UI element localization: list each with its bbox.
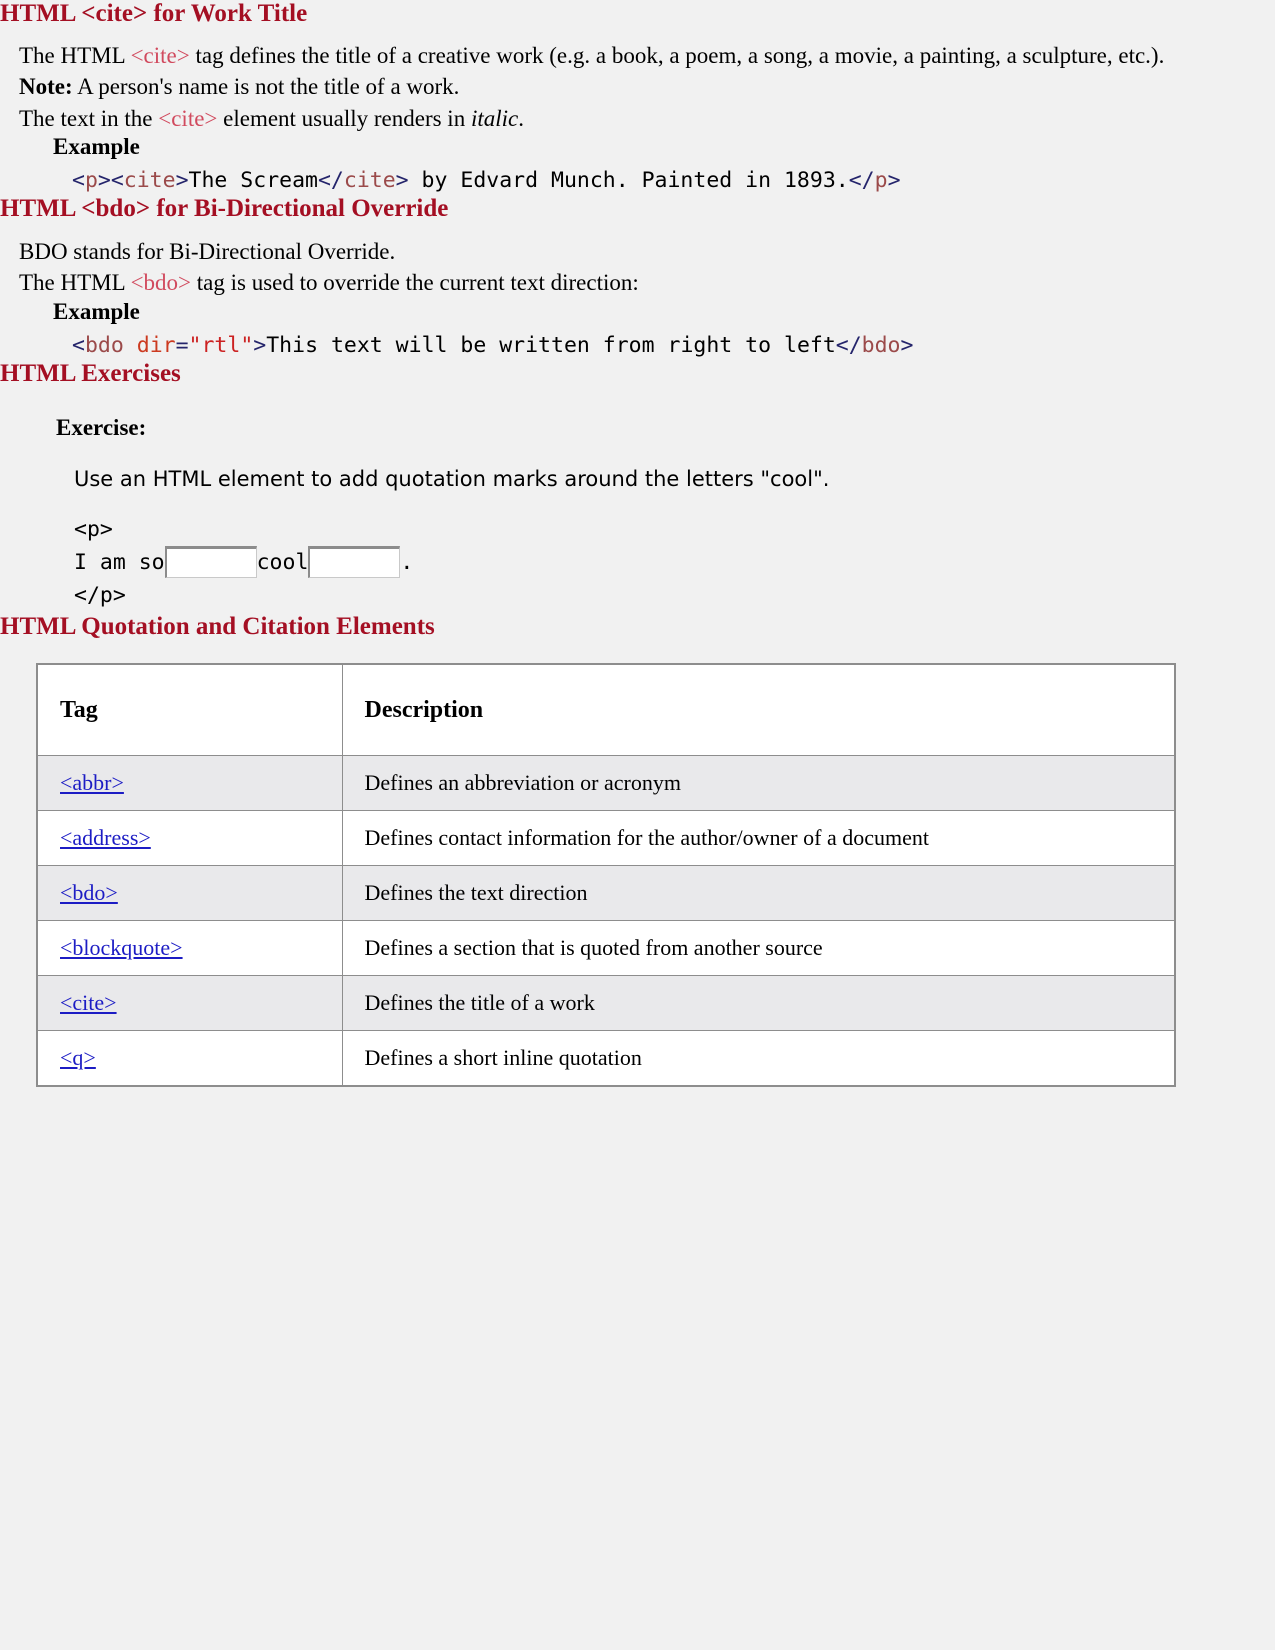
- code-equals: =: [175, 332, 189, 358]
- note-label: Note:: [19, 74, 73, 100]
- table-cell-tag: [37, 976, 342, 1031]
- reference-table-wrap: [0, 663, 1275, 1087]
- table-header-description: Description: [342, 664, 1175, 756]
- code-tagname-p-close: p: [874, 168, 888, 194]
- exercise-label: Exercise:: [56, 414, 147, 440]
- table-cell-description: Defines an abbreviation or acronym: [342, 756, 1175, 811]
- heading-quotation-citation-elements: HTML Quotation and Citation Elements: [0, 612, 435, 640]
- heading-html-bdo: [0, 195, 1275, 224]
- exercise-blank-input-1[interactable]: [165, 546, 257, 578]
- table-body: [37, 756, 1175, 1087]
- table-row: [37, 866, 1175, 921]
- exercise-fill-post: .: [400, 549, 414, 575]
- exercise-code-line-fill: [74, 546, 1275, 579]
- heading-cite-tag: <cite>: [81, 0, 148, 27]
- table-header-row: [37, 664, 1175, 756]
- code-tagname-p: p: [84, 168, 98, 194]
- code-bracket: >: [175, 168, 189, 194]
- cite-paragraph-block: [0, 40, 1275, 135]
- code-space: [124, 333, 137, 358]
- tag-link-q[interactable]: <q>: [60, 1045, 96, 1071]
- code-text-munch: by Edvard Munch. Painted in 1893.: [408, 168, 849, 194]
- code-block-cite: [0, 167, 1275, 195]
- exercise-fill-pre: I am so: [74, 549, 165, 575]
- code-tagname-cite-close: cite: [343, 168, 396, 194]
- exercise-blank-input-2[interactable]: [308, 546, 400, 578]
- cite-line3-pre: The text in the: [19, 105, 159, 131]
- cite-paragraph-line-3: [0, 103, 1275, 135]
- example-label-cite: Example: [53, 134, 140, 160]
- cite-line1-tag: <cite>: [130, 42, 190, 68]
- table-row: [37, 1031, 1175, 1087]
- code-block-bdo: [0, 332, 1275, 360]
- code-tagname-bdo-close: bdo: [861, 332, 901, 358]
- heading-bdo-tag: <bdo>: [81, 195, 151, 223]
- table-row: [37, 976, 1175, 1031]
- code-bracket: <: [72, 168, 85, 194]
- heading-html-exercises: HTML Exercises: [0, 359, 181, 387]
- code-text-rtl: This text will be written from right to left: [266, 332, 836, 358]
- table-cell-description: Defines a section that is quoted from another source: [342, 921, 1175, 976]
- heading-bdo-pre: HTML: [0, 195, 82, 223]
- table-cell-tag: [37, 921, 342, 976]
- tag-link-blockquote[interactable]: <blockquote>: [60, 935, 183, 961]
- tag-link-abbr[interactable]: <abbr>: [60, 770, 124, 796]
- cite-line1-post: tag defines the title of a creative work (e.g. a book, a poem, a song, a movie, a painting, a sculpture, etc.).: [189, 42, 1165, 68]
- table-cell-tag: [37, 811, 342, 866]
- cite-paragraph-line-1: [0, 40, 1275, 72]
- code-tagname-cite: cite: [123, 168, 176, 194]
- cite-line1-pre: The HTML: [19, 42, 131, 68]
- exercise-code-area: [74, 513, 1275, 613]
- bdo-paragraph-line-1: BDO stands for Bi-Directional Override.: [19, 238, 396, 264]
- bdo-paragraph-line-2: [0, 267, 1275, 299]
- exercise-question: Use an HTML element to add quotation marks around the letters "cool".: [74, 466, 830, 491]
- code-bracket: >: [395, 168, 409, 194]
- bdo-line2-pre: The HTML: [19, 270, 131, 296]
- table-cell-description: Defines the title of a work: [342, 976, 1175, 1031]
- note-text: A person's name is not the title of a work.: [72, 74, 460, 100]
- table-row: [37, 921, 1175, 976]
- cite-line3-italic: italic: [470, 105, 519, 131]
- code-bracket: <: [72, 332, 85, 358]
- heading-bdo-post: for Bi-Directional Override: [150, 195, 449, 223]
- reference-table: [36, 663, 1176, 1087]
- tag-link-address[interactable]: <address>: [60, 825, 151, 851]
- code-bracket: >: [887, 168, 901, 194]
- code-bracket: >: [900, 332, 914, 358]
- code-bracket: ><: [97, 168, 124, 194]
- cite-line3-mid: element usually renders in: [217, 105, 471, 131]
- table-row: [37, 756, 1175, 811]
- cite-paragraph-line-2: [0, 71, 1275, 103]
- exercise-code-line-close: </p>: [74, 583, 126, 609]
- heading-html-cite: [0, 0, 1275, 29]
- heading-cite-pre: HTML: [0, 0, 82, 27]
- exercise-block: [0, 415, 1275, 613]
- table-cell-tag: [37, 1031, 342, 1087]
- table-row: [37, 811, 1175, 866]
- code-bracket: </: [835, 332, 862, 358]
- tag-link-cite[interactable]: <cite>: [60, 990, 117, 1016]
- heading-cite-post: for Work Title: [147, 0, 308, 27]
- tag-link-bdo[interactable]: <bdo>: [60, 880, 118, 906]
- table-cell-tag: [37, 756, 342, 811]
- code-text-scream: The Scream: [188, 168, 318, 194]
- table-cell-tag: [37, 866, 342, 921]
- bdo-paragraph-block: [0, 236, 1275, 299]
- code-tagname-bdo: bdo: [84, 332, 124, 358]
- example-label-bdo: Example: [53, 298, 140, 324]
- table-cell-description: Defines a short inline quotation: [342, 1031, 1175, 1087]
- code-bracket: </: [317, 168, 344, 194]
- table-cell-description: Defines contact information for the author/owner of a document: [342, 811, 1175, 866]
- cite-line3-post: .: [518, 105, 524, 131]
- table-header-tag: Tag: [37, 664, 342, 756]
- code-attr-value-rtl: "rtl": [188, 332, 254, 358]
- bdo-line2-post: tag is used to override the current text direction:: [191, 270, 639, 296]
- exercise-fill-mid: cool: [256, 549, 309, 575]
- bdo-line2-tag: <bdo>: [130, 270, 192, 296]
- exercise-code-line-open: <p>: [74, 516, 113, 542]
- code-attr-dir: dir: [136, 332, 176, 358]
- code-bracket: >: [253, 332, 267, 358]
- table-cell-description: Defines the text direction: [342, 866, 1175, 921]
- cite-line3-tag: <cite>: [158, 105, 218, 131]
- code-bracket: </: [848, 168, 875, 194]
